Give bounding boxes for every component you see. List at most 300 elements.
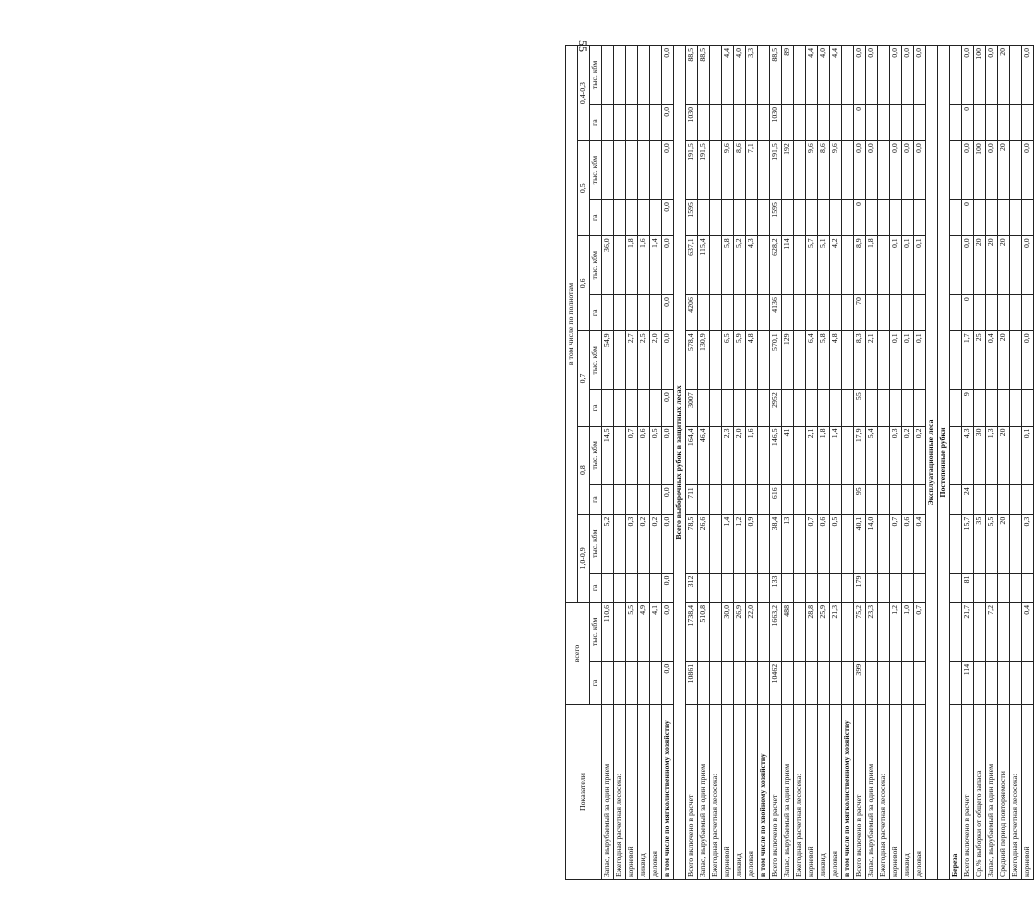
table-cell: 5,2 — [602, 514, 614, 573]
table-cell — [698, 661, 710, 704]
table-cell — [710, 426, 722, 485]
table-cell — [818, 390, 830, 426]
table-cell — [866, 573, 878, 602]
row-label: ликвид — [818, 705, 830, 880]
table-cell — [638, 200, 650, 236]
table-cell — [950, 46, 962, 105]
table-cell: 1,8 — [626, 236, 638, 295]
table-cell: 5,8 — [818, 331, 830, 390]
table-cell: 0,0 — [914, 141, 926, 200]
row-label: корневой — [890, 705, 902, 880]
table-cell: 88,5 — [686, 46, 698, 105]
table-cell — [734, 104, 746, 140]
table-cell — [950, 331, 962, 390]
table-cell — [986, 573, 998, 602]
section-title: Эксплуатационные леса — [926, 46, 938, 880]
table-cell — [818, 661, 830, 704]
table-cell: 4,3 — [746, 236, 758, 295]
table-cell — [614, 661, 626, 704]
table-cell — [842, 485, 854, 514]
table-row — [758, 46, 770, 880]
table-cell — [734, 573, 746, 602]
table-cell — [830, 295, 842, 331]
table-row — [878, 46, 890, 880]
table-cell: 2,0 — [650, 331, 662, 390]
table-cell — [794, 331, 806, 390]
section-title: Постепенные рубки — [938, 46, 950, 880]
table-cell: 100 — [974, 141, 986, 200]
table-cell: 0,0 — [662, 603, 674, 662]
table-cell — [974, 485, 986, 514]
table-body — [602, 46, 1034, 880]
table-cell — [902, 485, 914, 514]
table-cell — [914, 573, 926, 602]
table-cell — [950, 104, 962, 140]
row-label: Всего включено в расчет — [854, 705, 866, 880]
table-cell — [866, 661, 878, 704]
table-cell — [914, 295, 926, 331]
table-row — [686, 46, 698, 880]
table-cell: 22,0 — [746, 603, 758, 662]
table-cell — [878, 426, 890, 485]
table-cell: 10861 — [686, 661, 698, 704]
table-cell — [794, 426, 806, 485]
table-cell — [1022, 200, 1034, 236]
table-row — [1010, 46, 1022, 880]
table-row — [818, 46, 830, 880]
table-cell — [638, 46, 650, 105]
table-cell: 1,4 — [830, 426, 842, 485]
table-row — [950, 46, 962, 880]
table-cell: 164,4 — [686, 426, 698, 485]
table-cell — [626, 573, 638, 602]
table-cell — [758, 141, 770, 200]
table-cell: 2,7 — [626, 331, 638, 390]
table-cell: 0,0 — [986, 141, 998, 200]
table-cell — [626, 104, 638, 140]
table-cell — [1022, 661, 1034, 704]
table-cell — [710, 295, 722, 331]
table-cell — [950, 200, 962, 236]
unit-volume-header: тыс. кбм — [590, 603, 602, 662]
unit-volume-header: тыс. кбм — [590, 331, 602, 390]
table-cell — [626, 390, 638, 426]
table-cell — [818, 200, 830, 236]
table-cell: 0,0 — [662, 236, 674, 295]
table-cell: 0,0 — [902, 141, 914, 200]
table-cell — [758, 390, 770, 426]
table-cell — [842, 200, 854, 236]
table-cell — [794, 661, 806, 704]
table-cell — [890, 573, 902, 602]
table-cell: 0,3 — [890, 426, 902, 485]
table-cell — [1010, 141, 1022, 200]
table-cell: 9,6 — [806, 141, 818, 200]
table-cell: 3007 — [686, 390, 698, 426]
table-cell: 1,4 — [650, 236, 662, 295]
table-cell: 46,4 — [698, 426, 710, 485]
table-cell: 0,0 — [914, 46, 926, 105]
row-label: деловая — [830, 705, 842, 880]
table-cell — [794, 573, 806, 602]
table-cell: 4,8 — [830, 331, 842, 390]
table-cell — [650, 141, 662, 200]
table-cell — [782, 573, 794, 602]
table-cell — [626, 200, 638, 236]
table-cell: 30 — [974, 426, 986, 485]
table-cell — [746, 661, 758, 704]
table-cell: 0,1 — [902, 236, 914, 295]
table-cell — [638, 573, 650, 602]
table-cell — [1010, 200, 1022, 236]
table-cell — [794, 46, 806, 105]
table-cell — [998, 603, 1010, 662]
table-cell — [878, 485, 890, 514]
table-cell — [842, 426, 854, 485]
table-cell — [878, 331, 890, 390]
table-cell: 0 — [854, 104, 866, 140]
table-cell: 1,8 — [818, 426, 830, 485]
table-cell — [626, 141, 638, 200]
table-cell — [830, 104, 842, 140]
table-cell — [794, 514, 806, 573]
table-cell — [890, 390, 902, 426]
table-cell — [638, 104, 650, 140]
table-cell — [950, 661, 962, 704]
table-cell: 26,9 — [734, 603, 746, 662]
table-row — [842, 46, 854, 880]
table-cell — [698, 390, 710, 426]
table-cell — [1022, 390, 1034, 426]
table-row — [890, 46, 902, 880]
table-cell: 1,8 — [866, 236, 878, 295]
table-cell: 0,0 — [962, 141, 974, 200]
table-cell: 3,3 — [746, 46, 758, 105]
row-label: Ежегодная расчетная лесосека: — [710, 705, 722, 880]
table-cell: 1,0 — [902, 603, 914, 662]
forest-table — [565, 45, 1034, 880]
table-cell — [890, 485, 902, 514]
table-row — [830, 46, 842, 880]
table-cell — [782, 200, 794, 236]
table-cell — [842, 295, 854, 331]
table-row — [722, 46, 734, 880]
table-cell — [1010, 426, 1022, 485]
table-cell — [794, 236, 806, 295]
density-group-header: 0,4-0,3 — [578, 46, 590, 141]
table-cell — [902, 661, 914, 704]
table-cell — [878, 573, 890, 602]
table-cell: 26,6 — [698, 514, 710, 573]
table-cell — [998, 295, 1010, 331]
table-cell — [806, 200, 818, 236]
table-cell — [746, 200, 758, 236]
table-cell: 0,0 — [662, 46, 674, 105]
unit-ha-header: га — [590, 573, 602, 602]
table-cell — [950, 426, 962, 485]
table-cell: 191,5 — [686, 141, 698, 200]
unit-volume-header: тыс. кбм — [590, 46, 602, 105]
table-cell — [626, 46, 638, 105]
table-cell — [614, 141, 626, 200]
table-cell — [974, 661, 986, 704]
table-cell — [746, 485, 758, 514]
density-group-header: 0,7 — [578, 331, 590, 426]
table-cell — [698, 573, 710, 602]
unit-ha-header: га — [590, 485, 602, 514]
table-row — [962, 46, 974, 880]
table-cell — [698, 104, 710, 140]
unit-ha-header: га — [590, 200, 602, 236]
table-cell — [974, 200, 986, 236]
table-cell: 8,6 — [818, 141, 830, 200]
table-cell — [878, 236, 890, 295]
table-cell: 0,0 — [890, 141, 902, 200]
table-cell — [902, 200, 914, 236]
table-cell: 0,5 — [830, 514, 842, 573]
table-cell — [974, 390, 986, 426]
table-cell: 7,2 — [986, 603, 998, 662]
table-cell — [650, 295, 662, 331]
table-cell — [914, 390, 926, 426]
table-cell — [842, 46, 854, 105]
table-cell: 21,3 — [830, 603, 842, 662]
table-cell: 23,3 — [866, 603, 878, 662]
table-cell: 0,1 — [1022, 426, 1034, 485]
table-cell — [758, 485, 770, 514]
table-cell — [842, 331, 854, 390]
table-cell: 95 — [854, 485, 866, 514]
table-cell: 5,8 — [722, 236, 734, 295]
table-row — [734, 46, 746, 880]
table-cell — [986, 295, 998, 331]
table-cell — [842, 661, 854, 704]
table-cell — [902, 104, 914, 140]
table-cell: 7,1 — [746, 141, 758, 200]
table-cell: 0,3 — [626, 514, 638, 573]
table-cell: 0,2 — [914, 426, 926, 485]
table-cell — [866, 390, 878, 426]
table-cell: 1,6 — [638, 236, 650, 295]
table-cell: 8,6 — [734, 141, 746, 200]
table-cell: 0,0 — [866, 46, 878, 105]
table-row — [974, 46, 986, 880]
table-cell — [734, 390, 746, 426]
table-cell — [902, 573, 914, 602]
table-cell: 1,4 — [722, 514, 734, 573]
table-cell: 0 — [962, 200, 974, 236]
table-cell: 0,0 — [962, 46, 974, 105]
table-cell — [1022, 295, 1034, 331]
table-cell: 0,6 — [638, 426, 650, 485]
table-cell: 17,9 — [854, 426, 866, 485]
table-cell — [698, 485, 710, 514]
table-cell: 129 — [782, 331, 794, 390]
row-label: корневой — [806, 705, 818, 880]
table-cell — [746, 104, 758, 140]
table-cell — [986, 104, 998, 140]
table-cell — [950, 295, 962, 331]
row-label: Ежегодная расчетная лесосека: — [1010, 705, 1022, 880]
table-cell: 5,5 — [626, 603, 638, 662]
table-cell — [710, 603, 722, 662]
table-cell: 2,0 — [734, 426, 746, 485]
row-label: в том числе по мягколиственному хозяйству — [662, 705, 674, 880]
table-row — [854, 46, 866, 880]
table-cell — [1010, 661, 1022, 704]
table-cell: 14,5 — [602, 426, 614, 485]
table-cell — [878, 46, 890, 105]
table-cell — [890, 661, 902, 704]
table-cell — [878, 200, 890, 236]
table-cell: 0,0 — [662, 514, 674, 573]
table-cell — [794, 295, 806, 331]
density-group-header: 1,0-0,9 — [578, 514, 590, 602]
row-label: в том числе по хвойному хозяйству — [758, 705, 770, 880]
table-row — [806, 46, 818, 880]
table-cell: 6,5 — [722, 331, 734, 390]
table-cell — [614, 295, 626, 331]
table-cell: 0,1 — [914, 331, 926, 390]
table-cell: 0,0 — [662, 573, 674, 602]
table-cell: 36,0 — [602, 236, 614, 295]
row-label: Запас, вырубаемый за один прием — [602, 705, 614, 880]
table-cell: 312 — [686, 573, 698, 602]
table-cell: 1,6 — [746, 426, 758, 485]
table-cell: 0,0 — [662, 426, 674, 485]
table-cell — [842, 573, 854, 602]
table-cell: 5,9 — [734, 331, 746, 390]
rotated-table-sheet — [565, 45, 1034, 880]
row-label: Всего включено в расчет — [962, 705, 974, 880]
table-cell — [794, 390, 806, 426]
table-header — [566, 46, 602, 880]
table-cell: 25,9 — [818, 603, 830, 662]
table-cell: 0 — [962, 295, 974, 331]
table-cell — [1010, 104, 1022, 140]
table-cell: 20 — [998, 236, 1010, 295]
table-row — [650, 46, 662, 880]
table-cell — [830, 661, 842, 704]
unit-ha-header: га — [590, 104, 602, 140]
table-cell — [974, 104, 986, 140]
row-label: ликвид — [902, 705, 914, 880]
table-cell: 628,2 — [770, 236, 782, 295]
table-cell: 1,2 — [734, 514, 746, 573]
unit-ha-header: га — [590, 295, 602, 331]
table-cell: 5,4 — [866, 426, 878, 485]
table-cell — [818, 573, 830, 602]
table-cell: 100 — [974, 46, 986, 105]
density-group-header: 0,8 — [578, 426, 590, 514]
table-cell — [722, 295, 734, 331]
table-cell: 0,0 — [902, 46, 914, 105]
table-row — [710, 46, 722, 880]
table-cell — [998, 390, 1010, 426]
row-label: в том числе по мягколиственному хозяйству — [842, 705, 854, 880]
table-cell — [734, 485, 746, 514]
table-cell: 0,9 — [746, 514, 758, 573]
table-cell: 2952 — [770, 390, 782, 426]
col-by-density: в том числе по полнотам — [566, 46, 578, 603]
table-cell: 35 — [974, 514, 986, 573]
table-cell — [710, 141, 722, 200]
table-cell — [878, 295, 890, 331]
table-cell — [710, 331, 722, 390]
table-cell — [782, 661, 794, 704]
table-cell — [830, 485, 842, 514]
table-cell: 20 — [998, 46, 1010, 105]
row-label: деловая — [746, 705, 758, 880]
table-cell — [602, 46, 614, 105]
row-label: Запас, вырубаемый за один прием — [698, 705, 710, 880]
table-cell: 9,6 — [830, 141, 842, 200]
table-cell — [734, 295, 746, 331]
unit-volume-header: тыс. кбм — [590, 141, 602, 200]
table-cell: 4206 — [686, 295, 698, 331]
table-cell — [650, 46, 662, 105]
table-cell — [650, 485, 662, 514]
table-cell: 1595 — [686, 200, 698, 236]
table-cell — [806, 573, 818, 602]
table-cell — [830, 200, 842, 236]
row-label: Ср.% выборки от общего запаса — [974, 705, 986, 880]
table-cell — [986, 390, 998, 426]
table-cell: 0,0 — [662, 331, 674, 390]
table-cell: 133 — [770, 573, 782, 602]
table-cell — [782, 295, 794, 331]
table-row — [986, 46, 998, 880]
table-cell: 24 — [962, 485, 974, 514]
table-cell — [866, 200, 878, 236]
table-cell — [986, 200, 998, 236]
table-cell — [698, 295, 710, 331]
table-cell — [818, 104, 830, 140]
table-cell: 0,0 — [854, 46, 866, 105]
table-row — [866, 46, 878, 880]
table-cell: 4,3 — [962, 426, 974, 485]
table-cell — [806, 295, 818, 331]
table-cell: 2,5 — [638, 331, 650, 390]
table-cell — [818, 485, 830, 514]
table-cell: 110,6 — [602, 603, 614, 662]
table-cell — [614, 200, 626, 236]
table-cell: 20 — [998, 426, 1010, 485]
table-cell: 0,0 — [662, 485, 674, 514]
table-cell: 130,9 — [698, 331, 710, 390]
table-cell — [602, 104, 614, 140]
table-cell — [806, 104, 818, 140]
table-cell — [1010, 485, 1022, 514]
row-label: Ежегодная расчетная лесосека: — [794, 705, 806, 880]
table-cell — [638, 390, 650, 426]
table-cell: 78,5 — [686, 514, 698, 573]
table-cell — [650, 200, 662, 236]
table-cell — [650, 390, 662, 426]
table-cell — [626, 661, 638, 704]
table-cell: 0,0 — [662, 104, 674, 140]
table-cell — [950, 514, 962, 573]
page-number: 55 — [576, 40, 590, 52]
table-cell — [638, 141, 650, 200]
table-cell: 10462 — [770, 661, 782, 704]
table-cell: 21,7 — [962, 603, 974, 662]
table-cell — [878, 104, 890, 140]
table-cell — [794, 104, 806, 140]
table-cell: 0,0 — [662, 390, 674, 426]
table-cell: 146,5 — [770, 426, 782, 485]
table-cell — [866, 295, 878, 331]
